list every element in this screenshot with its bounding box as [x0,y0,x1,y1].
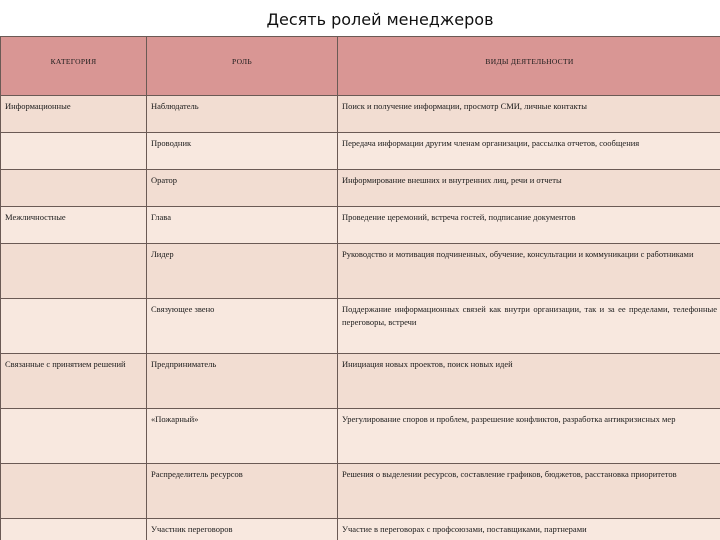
role-cell: Связующее звено [147,299,338,354]
activities-cell: Проведение церемоний, встреча гостей, подписание документов [338,207,720,244]
table-row [1,96,720,133]
role-cell: «Пожарный» [147,409,338,464]
activities-cell: Информирование внешних и внутренних лиц, речи и отчеты [338,170,720,207]
table-row [1,207,720,244]
table-row [1,464,720,519]
table-row [1,519,720,540]
role-cell: Проводник [147,133,338,170]
role-cell: Участник переговоров [147,519,338,540]
header-role: РОЛЬ [147,37,338,96]
activities-cell: Передача информации другим членам организации, рассылка отчетов, сообщения [338,133,720,170]
activities-cell: Инициация новых проектов, поиск новых идей [338,354,720,409]
role-cell: Глава [147,207,338,244]
table-row [1,299,720,354]
category-cell [1,133,147,170]
table-row [1,409,720,464]
category-cell: Информационные [1,96,147,133]
role-cell: Лидер [147,244,338,299]
category-cell [1,519,147,540]
category-cell [1,409,147,464]
role-cell: Наблюдатель [147,96,338,133]
role-cell: Распределитель ресурсов [147,464,338,519]
activities-cell: Участие в переговорах с профсоюзами, поставщиками, партнерами [338,519,720,540]
table-row [1,244,720,299]
activities-cell: Поиск и получение информации, просмотр СМИ, личные контакты [338,96,720,133]
header-category: КАТЕГОРИЯ [1,37,147,96]
table-header-row [1,37,720,96]
role-cell: Оратор [147,170,338,207]
activities-cell: Урегулирование споров и проблем, разрешение конфликтов, разработка антикризисных мер [338,409,720,464]
page-title: Десять ролей менеджеров [266,10,494,29]
table-row [1,170,720,207]
header-activities: ВИДЫ ДЕЯТЕЛЬНОСТИ [338,37,720,96]
category-cell [1,244,147,299]
activities-cell: Решения о выделении ресурсов, составление графиков, бюджетов, расстановка приоритетов [338,464,720,519]
roles-table [0,36,720,540]
activities-cell: Руководство и мотивация подчиненных, обучение, консультации и коммуникации с работниками [338,244,720,299]
table-row [1,354,720,409]
role-cell: Предприниматель [147,354,338,409]
category-cell [1,464,147,519]
activities-cell: Поддержание информационных связей как внутри организации, так и за ее пределами, телефонные переговоры, встречи [338,299,720,354]
category-cell [1,170,147,207]
category-cell: Межличностные [1,207,147,244]
category-cell: Связанные с принятием решений [1,354,147,409]
table-row [1,133,720,170]
category-cell [1,299,147,354]
